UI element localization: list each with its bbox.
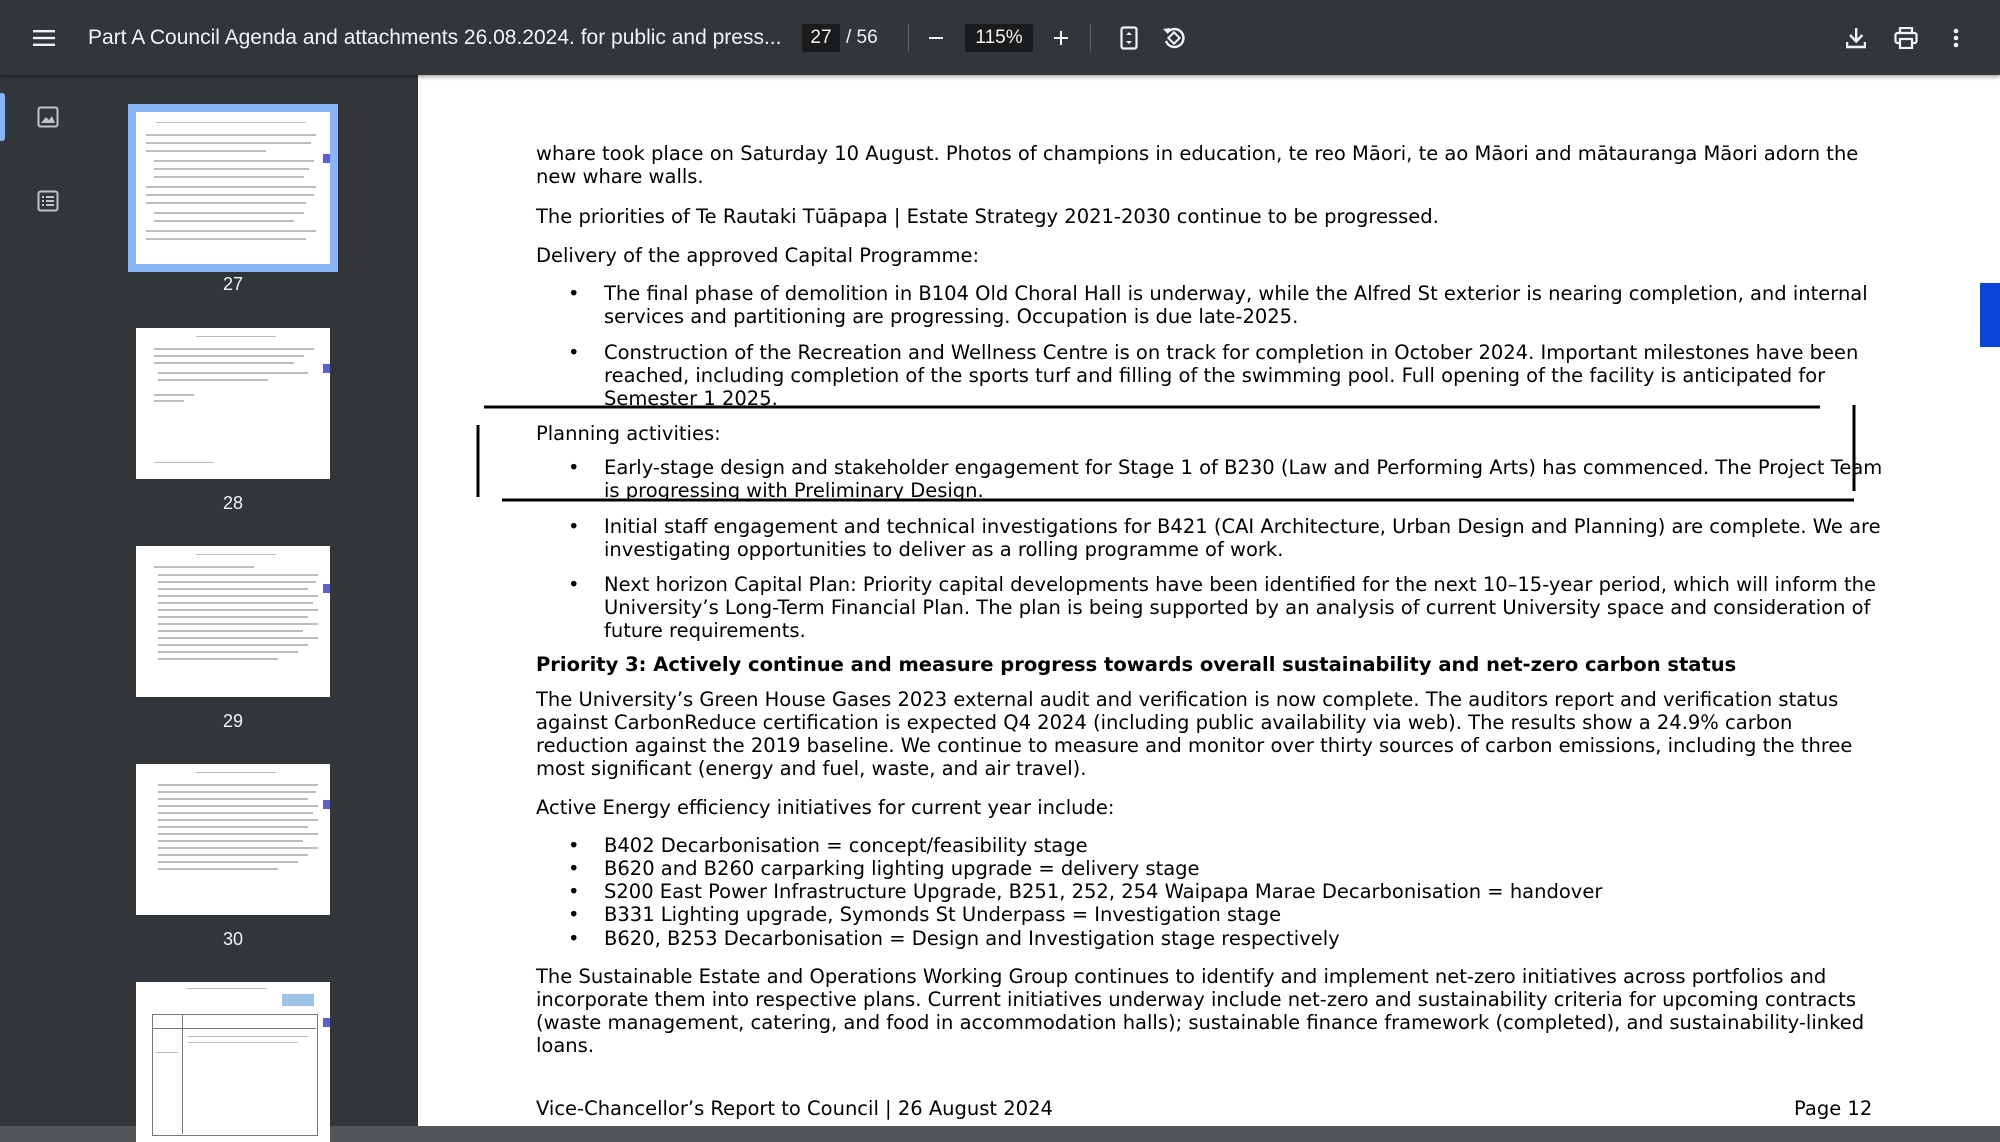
planning-item: Next horizon Capital Plan: Priority capital developments have been identified for the next 10–15-year period, which will inform the University’s Long-Term Financial Plan. The plan is being supported by an analysis of current University space and consideration of future requirements. [604, 573, 1876, 642]
delivery-item: The final phase of demolition in B104 Old Choral Hall is underway, while the Alfred St exterior is nearing completion, and internal services and partitioning are progressing. Occupation is due late-2025. [604, 282, 1868, 328]
minus-icon [928, 30, 944, 46]
energy-item: B402 Decarbonisation = concept/feasibility stage [604, 834, 1088, 857]
bullet-dot: • [568, 834, 580, 857]
toolbar-divider [908, 24, 909, 52]
bullet-dot: • [568, 573, 580, 596]
fit-page-button[interactable] [1111, 20, 1147, 56]
more-options-button[interactable] [1938, 20, 1974, 56]
thumbnail-label: 30 [222, 929, 244, 949]
energy-item: B620, B253 Decarbonisation = Design and Investigation stage respectively [604, 927, 1340, 950]
page-thumbnail[interactable] [136, 112, 330, 264]
planning-item: Early-stage design and stakeholder engagement for Stage 1 of B230 (Law and Performing Arts) has commenced. The Project Team is progressing with Preliminary Design. [604, 456, 1883, 502]
document-title: Part A Council Agenda and attachments 26.08.2024. for public and press... [88, 26, 782, 49]
rotate-button[interactable] [1156, 20, 1192, 56]
planning-item: Initial staff engagement and technical investigations for B421 (CAI Architecture, Urban Design and Planning) are complete. We are investigating opportunities to deliver as a rolling programme of work. [604, 515, 1881, 561]
page-footer-title: Vice-Chancellor’s Report to Council | 26 August 2024 [536, 1097, 1053, 1120]
print-button[interactable] [1888, 20, 1924, 56]
thumbnail-label: 27 [222, 274, 244, 294]
bullet-dot: • [568, 515, 580, 538]
bullet-dot: • [568, 903, 580, 926]
working-group-paragraph: The Sustainable Estate and Operations Working Group continues to identify and implement net-zero initiatives across portfolios and incorporate them into respective plans. Current initiatives underway include net-zero and sustainability criteria for upcoming contracts (waste management, catering, and food in accommodation halls); sustainable finance framework (completed), and sustainability-linked loans. [536, 965, 1865, 1057]
page-thumbnail[interactable] [136, 328, 330, 479]
outline-icon [37, 190, 59, 212]
thumbnail-label: 29 [222, 711, 244, 731]
outline-tab[interactable] [30, 183, 66, 219]
pdf-page [418, 75, 2000, 1126]
paragraph-intro: whare took place on Saturday 10 August. Photos of champions in education, te reo Māori, te ao Māori and mātauranga Māori adorn the new whare walls. [536, 142, 1859, 188]
hamburger-menu-icon[interactable] [26, 20, 62, 56]
thumbnail-label: 28 [222, 493, 244, 513]
zoom-out-button[interactable] [918, 20, 954, 56]
bullet-dot: • [568, 927, 580, 950]
page-footer-number: Page 12 [1794, 1097, 1873, 1120]
rotate-icon [1161, 25, 1187, 51]
plus-icon [1053, 30, 1069, 46]
bullet-dot: • [568, 456, 580, 479]
priority3-paragraph: The University’s Green House Gases 2023 external audit and verification is now complete. The auditors report and verification status against CarbonReduce certification is expected Q4 2024 (including public availability via web). The results show a 24.9% carbon reduction against the 2019 baseline. We continue to measure and monitor over thirty sources of carbon emissions, including the three most significant (energy and fuel, waste, and air travel). [536, 688, 1853, 780]
scroll-position-marker[interactable] [1980, 283, 2000, 347]
thumbnails-tab[interactable] [30, 99, 66, 135]
planning-heading: Planning activities: [536, 422, 721, 445]
page-number-input[interactable]: 27 [802, 24, 840, 52]
energy-heading: Active Energy efficiency initiatives for current year include: [536, 796, 1115, 819]
pdf-toolbar [0, 0, 2000, 75]
download-button[interactable] [1838, 20, 1874, 56]
page-total: / 56 [846, 27, 878, 48]
delivery-item: Construction of the Recreation and Wellness Centre is on track for completion in October 2024. Important milestones have been reached, including completion of the sports turf and filling of the swimming pool. Full opening of the facility is anticipated for Semester 1 2025. [604, 341, 1859, 410]
energy-item: S200 East Power Infrastructure Upgrade, B251, 252, 254 Waipapa Marae Decarbonisation = handover [604, 880, 1603, 903]
page-thumbnail[interactable] [136, 982, 330, 1142]
bullet-dot: • [568, 880, 580, 903]
document-viewer [418, 75, 2000, 1126]
toolbar-divider [1090, 24, 1091, 52]
bullet-dot: • [568, 282, 580, 305]
thumbnails-icon [37, 106, 59, 128]
print-icon [1894, 27, 1918, 49]
zoom-input[interactable]: 115% [965, 24, 1033, 52]
thumbnail-sidebar [0, 75, 418, 1126]
bullet-dot: • [568, 857, 580, 880]
delivery-heading: Delivery of the approved Capital Programme: [536, 244, 980, 267]
download-icon [1846, 27, 1866, 49]
active-tab-indicator [0, 93, 5, 141]
fit-page-icon [1120, 26, 1138, 50]
bullet-dot: • [568, 341, 580, 364]
energy-item: B331 Lighting upgrade, Symonds St Underpass = Investigation stage [604, 903, 1282, 926]
annotation-box [418, 75, 2000, 675]
priority3-heading: Priority 3: Actively continue and measure progress towards overall sustainability and net-zero carbon status [536, 653, 1737, 676]
page-thumbnail[interactable] [136, 546, 330, 697]
paragraph-priorities: The priorities of Te Rautaki Tūāpapa | Estate Strategy 2021-2030 continue to be progressed. [536, 205, 1439, 228]
more-vert-icon [1953, 28, 1959, 48]
zoom-in-button[interactable] [1043, 20, 1079, 56]
energy-item: B620 and B260 carparking lighting upgrade = delivery stage [604, 857, 1200, 880]
page-thumbnail[interactable] [136, 764, 330, 915]
